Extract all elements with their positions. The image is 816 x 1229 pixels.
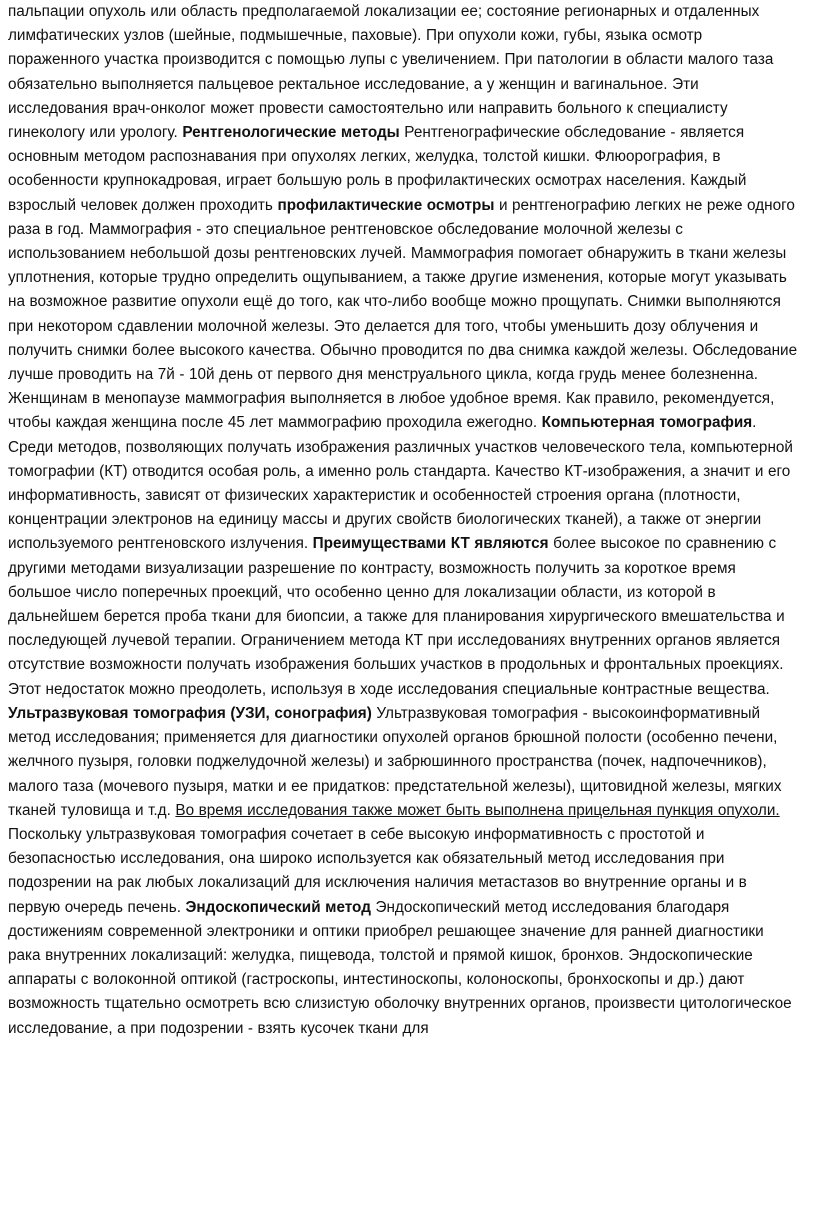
text-run: Эндоскопический метод исследования благодаря достижениям современной электроники и оптики приобрел решающее значение для ранней диагностики рака внутренних локализаций: желудка, пищевода, толстой и прямой кишок, бронхов. Эндоскопические аппараты с волоконной оптикой (гастроскопы, интестиноскопы, колоноскопы, бронхоскопы и др.) дают возможность тщательно осмотреть всю слизистую оболочку внутренних органов, произвести цитологическое исследование, а при подозрении - взять кусочек ткани для bbox=[8, 898, 792, 1037]
text-run: и рентгенографию легких не реже одного раза в год. Маммография - это специальное рентгеновское обследование молочной железы с использованием небольшой дозы рентгеновских лучей. Маммография помогает обнаружить в ткани железы уплотнения, которые трудно определить ощупыванием, а также другие изменения, которые могут указывать на возможное развитие опухоли ещё до того, как что-либо вообще можно прощупать. Снимки выполняются при некотором сдавлении молочной железы. Это делается для того, чтобы уменьшить дозу облучения и получить снимки более высокого качества. Обычно проводится по два снимка каждой железы. Обследование лучше проводить на 7й - 10й день от первого дня менструального цикла, когда грудь менее болезненна. Женщинам в менопаузе маммография выполняется в любое удобное время. Как правило, рекомендуется, чтобы каждая женщина после 45 лет маммографию проходила ежегодно. bbox=[8, 196, 798, 432]
text-run: . Среди методов, позволяющих получать изображения различных участков человеческого тела, компьютерной томографии (КТ) отводится особая роль, а именно роль стандарта. Качество КТ-изображения, а значит и его информативность, зависят от физических характеристик и особенностей строения органа (плотности, концентрации электронов на единицу массы и других свойств биологических тканей), а также от энергии используемого рентгеновского излучения. bbox=[8, 414, 793, 553]
text-run: Рентгенографические обследование - является основным методом распознавания при опухолях легких, желудка, толстой кишки. Флюорография, в особенности крупнокадровая, играет большую роль в профилактических осмотрах населения. Каждый взрослый человек должен проходить bbox=[8, 124, 747, 214]
heading-ultrasound: Ультразвуковая томография (УЗИ, сонография) bbox=[8, 704, 372, 722]
text-run: более высокое по сравнению с другими методами визуализации разрешение по контрасту, возможность получить за короткое время большое число поперечных проекций, что особенно ценно для локализации области, из которой в дальнейшем берется проба ткани для биопсии, а также для планирования хирургического вмешательства и последующей лучевой терапии. Ограничением метода КТ при исследованиях внутренних органов является отсутствие возможности получать изображения больших участков в продольных и фронтальных проекциях. Этот недостаток можно преодолеть, используя в ходе исследования специальные контрастные вещества. bbox=[8, 535, 785, 698]
body-paragraph bbox=[8, 0, 798, 1041]
heading-xray-methods: Рентгенологические методы bbox=[182, 124, 400, 142]
text-run: Поскольку ультразвуковая томография сочетает в себе высокую информативность с простотой и безопасностью исследования, она широко используется как обязательный метод исследования при подозрении на рак любых локализаций для исключения наличия метастазов во внутренние органы и в первую очередь печень. bbox=[8, 825, 747, 916]
text-run: пальпации опухоль или область предполагаемой локализации ее; состояние регионарных и отдаленных лимфатических узлов (шейные, подмышечные, паховые). При опухоли кожи, губы, языка осмотр пораженного участка производится с помощью лупы с увеличением. При патологии в области малого таза обязательно выполняется пальцевое ректальное исследование, а у женщин и вагинальное. Эти исследования врач-онколог может провести самостоятельно или направить больного к специалисту гинекологу или урологу. bbox=[8, 3, 774, 142]
emphasis-ct-advantages: Преимуществами КТ являются bbox=[312, 535, 549, 553]
underlined-note-puncture: Во время исследования также может быть выполнена прицельная пункция опухоли. bbox=[175, 801, 780, 819]
text-run: Ультразвуковая томография - высокоинформативный метод исследования; применяется для диагностики опухолей органов брюшной полости (особенно печени, желчного пузыря, головки поджелудочной железы) и забрюшинного пространства (почек, надпочечников), малого таза (мочевого пузыря, матки и ее придатков: предстательной железы), щитовидной железы, мягких тканей туловища и т.д. bbox=[8, 704, 782, 819]
heading-ct: Компьютерная томография bbox=[541, 414, 753, 432]
emphasis-checkups: профилактические осмотры bbox=[277, 196, 495, 214]
heading-endoscopy: Эндоскопический метод bbox=[185, 898, 371, 916]
